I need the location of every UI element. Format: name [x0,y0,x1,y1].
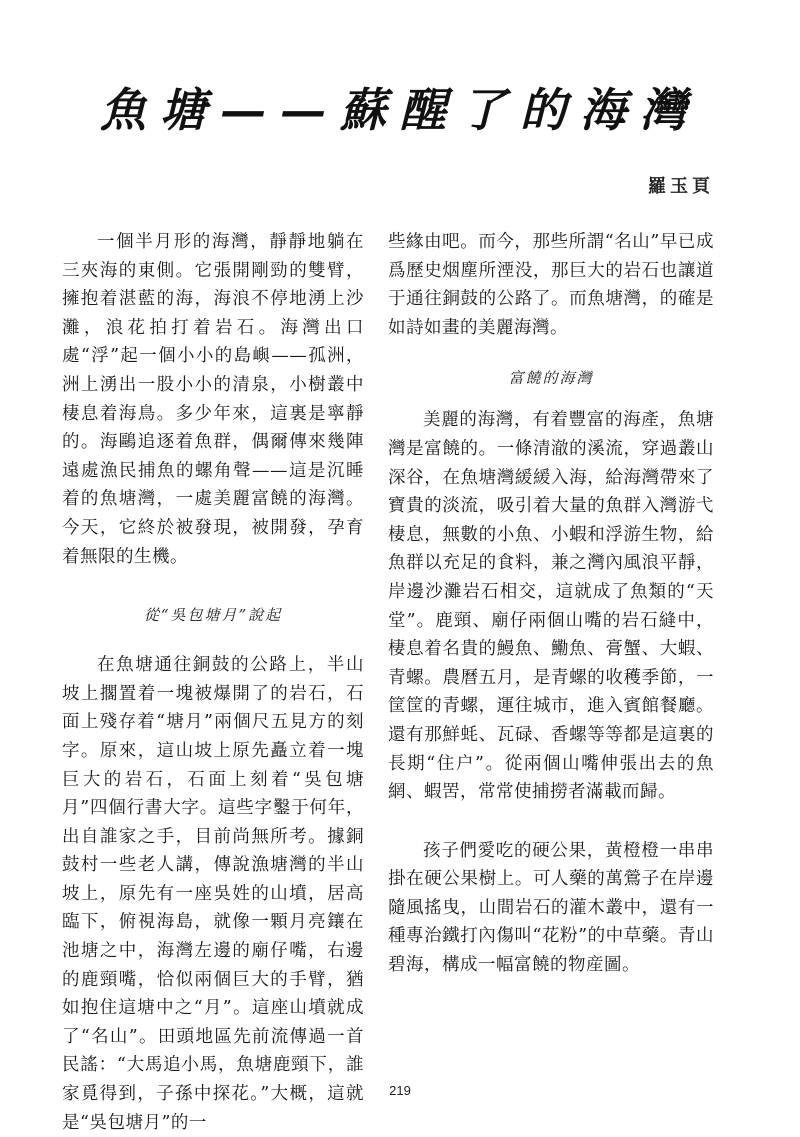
paragraph-continued: 些緣由吧。而今，那些所謂“名山”早已成爲歷史烟塵所湮没，那巨大的岩石也讓道于通往銅鼓的公路了。而魚塘灣，的確是如詩如畫的美麗海灣。 [388,232,714,338]
paragraph-wubao: 在魚塘通往銅鼓的公路上，半山坡上擱置着一塊被爆開了的岩石，石面上殘存着“塘月”兩個尺五見方的刻字。原來，這山坡上原先矗立着一塊巨大的岩石，石面上刻着“吳包塘月”四個行書大字。這些字鑿于何年，出自誰家之手，目前尚無所考。據銅鼓村一些老人講，傳說漁塘灣的半山坡上，原先有一座吳姓的山墳，居高臨下，俯視海島，就像一顆月亮鑲在池塘之中，海灣左邊的廟仔嘴，右邊的鹿頸嘴，恰似兩個巨大的手臂，猶如抱住這塘中之“月”。這座山墳就成了“名山”。田頭地區先前流傳過一首民謠：“大馬追小馬，魚塘鹿頸下，誰家覓得到，子孫中探花。”大概，這就是“吳包塘月”的一 [62,655,364,1133]
paragraph-intro: 一個半月形的海灣，靜靜地躺在三夾海的東側。它張開剛勁的雙臂，擁抱着湛藍的海，海浪不停地湧上沙灘，浪花拍打着岩石。海灣出口處“浮”起一個小小的島嶼——孤洲，洲上湧出一股小小的清泉，小樹叢中棲息着海鳥。多少年來，這裏是寧靜的。海鷗追逐着魚群，偶爾傳來幾陣遠處漁民捕魚的螺角聲——這是沉睡着的魚塘灣，一處美麗富饒的海灣。今天，它終於被發現，被開發，孕育着無限的生機。 [62,232,364,567]
paragraph-fruits: 孩子們愛吃的硬公果，黄橙橙一串串掛在硬公果樹上。可人藥的萬鶯子在岸邊隨風搖曳，山間岩石的灌木叢中，還有一種專治鐵打內傷叫“花粉”的中草藥。青山碧海，構成一幅富饒的物産圖。 [388,840,714,976]
author-name: 羅玉頁 [648,176,714,197]
left-column [62,228,364,1137]
section-heading-rich-bay: 富饒的海灣 [508,369,594,388]
page-number: 219 [389,1083,411,1098]
paragraph-rich-bay: 美麗的海灣，有着豐富的海產，魚塘灣是富饒的。一條清澈的溪流，穿過叢山深谷，在魚塘灣緩緩入海，給海灣帶來了寶貴的淡流，吸引着大量的魚群入灣游弋棲息，無數的小魚、小蝦和浮游生物，給魚群以充足的食料，兼之灣內風浪平靜，岸邊沙灘岩石相交，這就成了魚類的“天堂”。鹿頸、廟仔兩個山嘴的岩石縫中，棲息着名貴的鰻魚、鰳魚、膏蟹、大蝦、青螺。農曆五月，是青螺的收穫季節，一筐筐的青螺，運往城市，進入賓館餐廳。還有那鮮蚝、瓦碌、香螺等等都是這裏的長期“住户”。從兩個山嘴伸張出去的魚網、蝦罟，常常使捕撈者滿載而歸。 [388,410,714,803]
article-title: 魚塘——蘇醒了的海灣 [100,83,700,137]
right-column [388,228,714,980]
section-heading-wubao: 從“吳包塘月”說起 [143,606,283,625]
